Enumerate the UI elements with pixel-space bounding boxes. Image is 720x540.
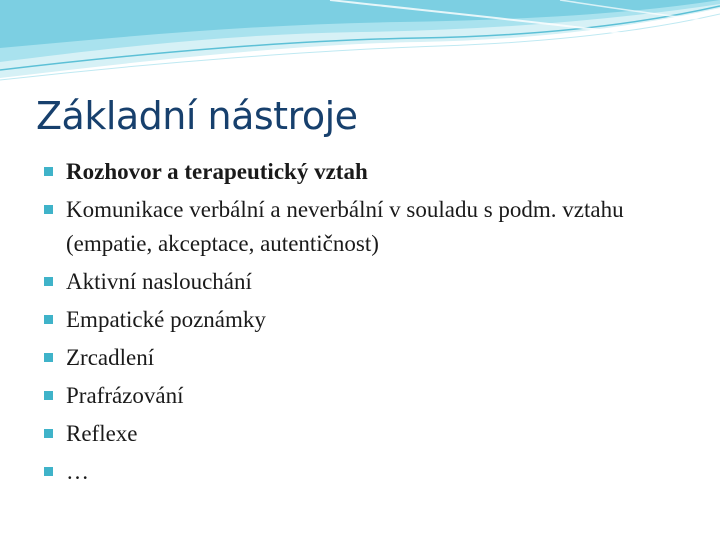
bullet-item bbox=[44, 265, 684, 299]
bullet-item bbox=[44, 455, 684, 489]
square-bullet-icon bbox=[44, 315, 53, 324]
bullet-text: Zrcadlení bbox=[66, 345, 155, 370]
bullet-item bbox=[44, 155, 684, 189]
slide-title: Základní nástroje bbox=[36, 94, 358, 138]
bullet-text: Rozhovor a terapeutický vztah bbox=[66, 159, 368, 184]
bullet-item bbox=[44, 303, 684, 337]
bullet-item bbox=[44, 379, 684, 413]
bullet-list bbox=[44, 155, 684, 489]
header-wave-decoration bbox=[0, 0, 720, 90]
bullet-text: Reflexe bbox=[66, 421, 138, 446]
bullet-item bbox=[44, 193, 684, 261]
bullet-item bbox=[44, 341, 684, 375]
square-bullet-icon bbox=[44, 353, 53, 362]
bullet-text: Aktivní naslouchání bbox=[66, 269, 252, 294]
square-bullet-icon bbox=[44, 391, 53, 400]
bullet-text: Empatické poznámky bbox=[66, 307, 266, 332]
bullet-text: Prafrázování bbox=[66, 383, 184, 408]
square-bullet-icon bbox=[44, 277, 53, 286]
bullet-item bbox=[44, 417, 684, 451]
square-bullet-icon bbox=[44, 205, 53, 214]
bullet-text: … bbox=[66, 459, 89, 484]
bullet-text: Komunikace verbální a neverbální v souladu s podm. vztahu (empatie, akceptace, autentičnost) bbox=[66, 197, 624, 256]
square-bullet-icon bbox=[44, 167, 53, 176]
square-bullet-icon bbox=[44, 467, 53, 476]
square-bullet-icon bbox=[44, 429, 53, 438]
